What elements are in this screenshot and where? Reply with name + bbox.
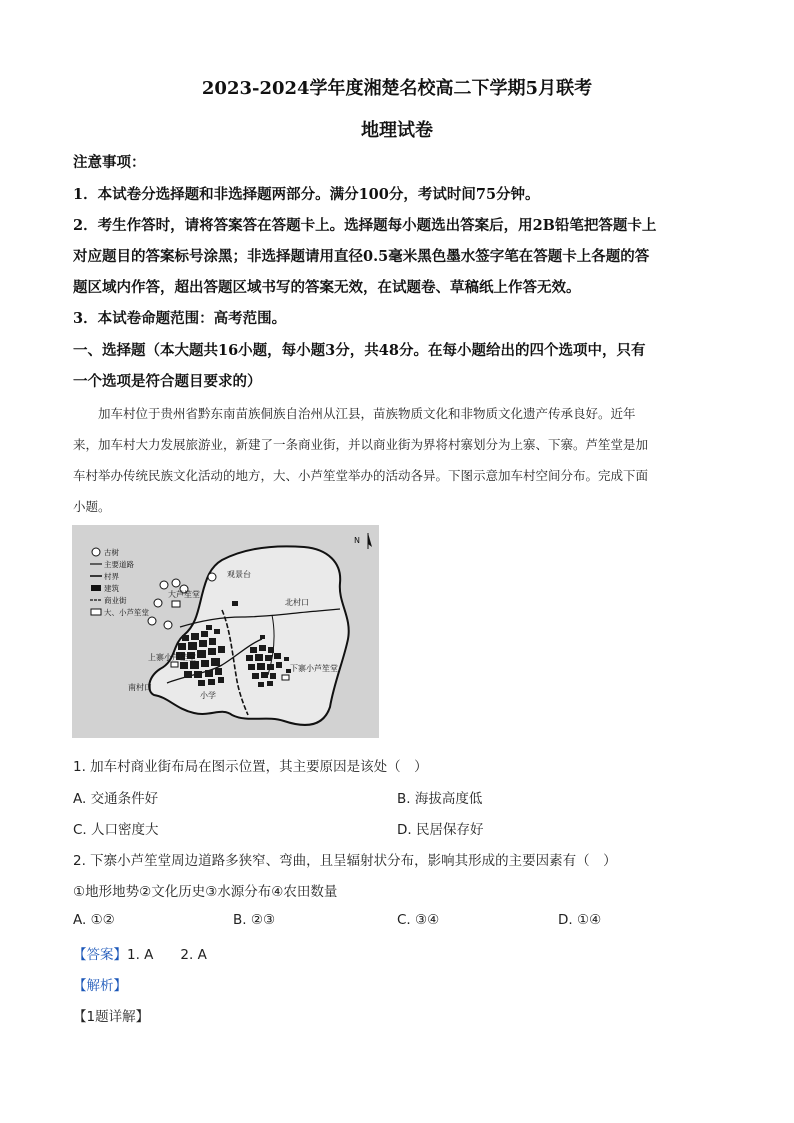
answer-value: 1. A 2. A	[127, 947, 207, 963]
legend-main-road: 主要道路	[104, 560, 134, 569]
notice-item-3: 3．本试卷命题范围：高考范围。	[73, 310, 287, 327]
answer-line	[73, 943, 207, 963]
passage-line-4: 小题。	[73, 499, 111, 514]
notice-heading: 注意事项：	[73, 154, 146, 171]
label-viewing-platform: 观景台	[227, 570, 251, 579]
north-label: N	[354, 536, 360, 545]
notice-item-2-line-1: 2．考生作答时，请将答案答在答题卡上。选择题每小题选出答案后，用2B铅笔把答题卡上	[73, 217, 657, 234]
question-2-option-a: A. ①②	[73, 912, 115, 928]
passage-line-3: 车村举办传统民族文化活动的地方，大、小芦笙堂举办的活动各异。下图示意加车村空间分布。完成下面	[73, 468, 649, 483]
section-heading-line-1: 一、选择题（本大题共16小题，每小题3分，共48分。在每小题给出的四个选项中，只有	[73, 342, 646, 359]
question-2-option-c: C. ③④	[397, 912, 440, 928]
answer-label: 【答案】	[73, 947, 127, 963]
question-1-option-a: A. 交通条件好	[73, 791, 159, 807]
question-2-stem: 2. 下寨小芦笙堂周边道路多狭窄、弯曲，且呈辐射状分布，影响其形成的主要因素有（ ）	[73, 853, 617, 869]
passage	[73, 398, 721, 522]
village-map-drawing	[72, 525, 379, 738]
question-1-option-c: C. 人口密度大	[73, 822, 159, 838]
question-2-factors: ①地形地势②文化历史③水源分布④农田数量	[73, 884, 338, 900]
notice-item-1: 1．本试卷分选择题和非选择题两部分。满分100分，考试时间75分钟。	[73, 186, 540, 203]
label-north-entrance: 北村口	[285, 598, 309, 607]
analysis-label: 【解析】	[73, 978, 127, 994]
question-2-option-b: B. ②③	[233, 912, 276, 928]
question-1-option-b: B. 海拔高度低	[397, 791, 483, 807]
question-1-stem: 1. 加车村商业街布局在图示位置，其主要原因是该处（ ）	[73, 759, 428, 775]
question-2-option-d: D. ①④	[558, 912, 602, 928]
question-1-option-d: D. 民居保存好	[397, 822, 484, 838]
notice-item-2-line-2: 对应题目的答案标号涂黑；非选择题请用直径0.5毫米黑色墨水签字笔在答题卡上各题的答	[73, 248, 650, 265]
legend-building: 建筑	[104, 584, 119, 593]
legend-lusheng-hall: 大、小芦笙堂	[104, 608, 149, 617]
legend-commercial-street: 商业街	[104, 596, 127, 605]
label-south-entrance: 南村口	[128, 683, 152, 692]
label-lower-small-lusheng-hall: 下寨小芦笙堂	[290, 664, 338, 673]
section-heading-line-2: 一个选项是符合题目要求的）	[73, 373, 262, 390]
legend-ancient-tree: 古树	[104, 548, 119, 557]
label-primary-school: 小学	[200, 691, 216, 700]
exam-subject: 地理试卷	[361, 120, 433, 141]
question-1-detail-label: 【1题详解】	[73, 1009, 150, 1025]
notice-item-2-line-3: 题区域内作答，超出答题区域书写的答案无效，在试题卷、草稿纸上作答无效。	[73, 279, 581, 296]
exam-title: 2023-2024学年度湘楚名校高二下学期5月联考	[201, 78, 593, 99]
label-big-lusheng-hall: 大芦笙堂	[168, 590, 200, 599]
label-upper-small-lusheng-hall: 上寨小芦笙堂	[148, 653, 196, 662]
passage-line-1: 加车村位于贵州省黔东南苗族侗族自治州从江县，苗族物质文化和非物质文化遗产传承良好。近年	[98, 406, 636, 421]
legend-village-boundary: 村界	[104, 572, 119, 581]
passage-line-2: 来，加车村大力发展旅游业，新建了一条商业街，并以商业街为界将村寨划分为上寨、下寨。芦笙堂是加	[73, 437, 649, 452]
village-map	[72, 525, 379, 738]
